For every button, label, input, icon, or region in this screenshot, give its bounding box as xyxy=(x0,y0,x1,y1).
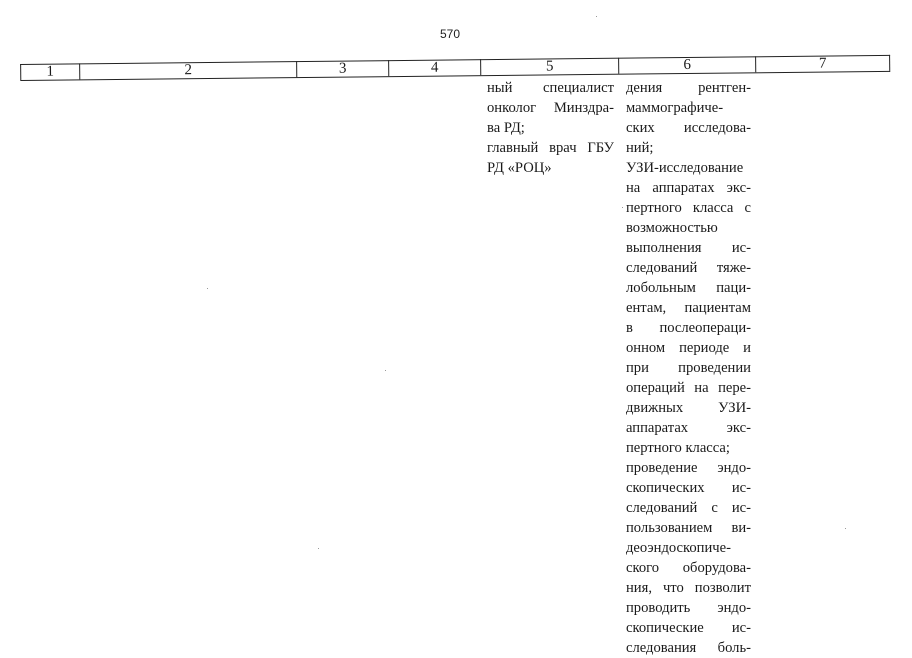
scan-speck xyxy=(596,16,597,17)
column6-line: скопические ис- xyxy=(626,620,751,636)
column-header-1: 1 xyxy=(20,63,79,80)
column5-line: РД «РОЦ» xyxy=(487,160,552,176)
column5-line: онколог Минздра- xyxy=(487,100,614,116)
column-header-6: 6 xyxy=(618,56,755,73)
column6-line: скопических ис- xyxy=(626,480,751,496)
column6-line: ского оборудова- xyxy=(626,560,751,576)
column6-line: выполнения ис- xyxy=(626,240,751,256)
column6-line: следований тяже- xyxy=(626,260,751,276)
column6-line: пертного класса с xyxy=(626,200,751,216)
column6-line: ния, что позволит xyxy=(626,580,751,596)
column6-line: ентам, пациентам xyxy=(626,300,751,316)
column6-line: проведение эндо- xyxy=(626,460,751,476)
table-header-row xyxy=(20,43,890,82)
column5-line: ва РД; xyxy=(487,120,525,136)
column6-line: ских исследова- xyxy=(626,120,751,136)
column6-line: деоэндоскопиче- xyxy=(626,540,731,556)
column6-line: возможностью xyxy=(626,220,718,236)
column6-line: следований с ис- xyxy=(626,500,751,516)
column-header-5: 5 xyxy=(480,58,618,75)
column6-line: при проведении xyxy=(626,360,751,376)
scan-speck xyxy=(318,548,319,549)
column5-line: ный специалист xyxy=(487,80,614,96)
column6-line: следования боль- xyxy=(626,640,751,656)
column6-line: пертного класса; xyxy=(626,440,730,456)
column6-cell-text xyxy=(626,78,751,658)
column-header-3: 3 xyxy=(296,60,388,77)
column6-line: ний; xyxy=(626,140,654,156)
page-number: 570 xyxy=(439,27,461,41)
column6-line: проводить эндо- xyxy=(626,600,751,616)
column-header-2: 2 xyxy=(79,61,296,79)
column-header-7: 7 xyxy=(755,55,890,72)
column6-line: операций на пере- xyxy=(626,380,751,396)
column6-line: маммографиче- xyxy=(626,100,724,116)
column6-line: в послеопераци- xyxy=(626,320,751,336)
scan-speck xyxy=(385,370,386,371)
column6-line: на аппаратах экс- xyxy=(626,180,751,196)
column6-line: аппаратах экс- xyxy=(626,420,751,436)
scan-speck xyxy=(622,207,623,208)
column6-line: пользованием ви- xyxy=(626,520,751,536)
column6-line: УЗИ-исследование xyxy=(626,160,744,176)
scan-speck xyxy=(845,528,846,529)
column5-cell-text xyxy=(487,78,614,178)
column6-line: онном периоде и xyxy=(626,340,751,356)
column6-line: движных УЗИ- xyxy=(626,400,751,416)
scan-speck xyxy=(207,288,208,289)
column6-line: дения рентген- xyxy=(626,80,751,96)
column5-line: главный врач ГБУ xyxy=(487,140,614,156)
column-header-4: 4 xyxy=(388,59,480,76)
column6-line: лобольным паци- xyxy=(626,280,751,296)
